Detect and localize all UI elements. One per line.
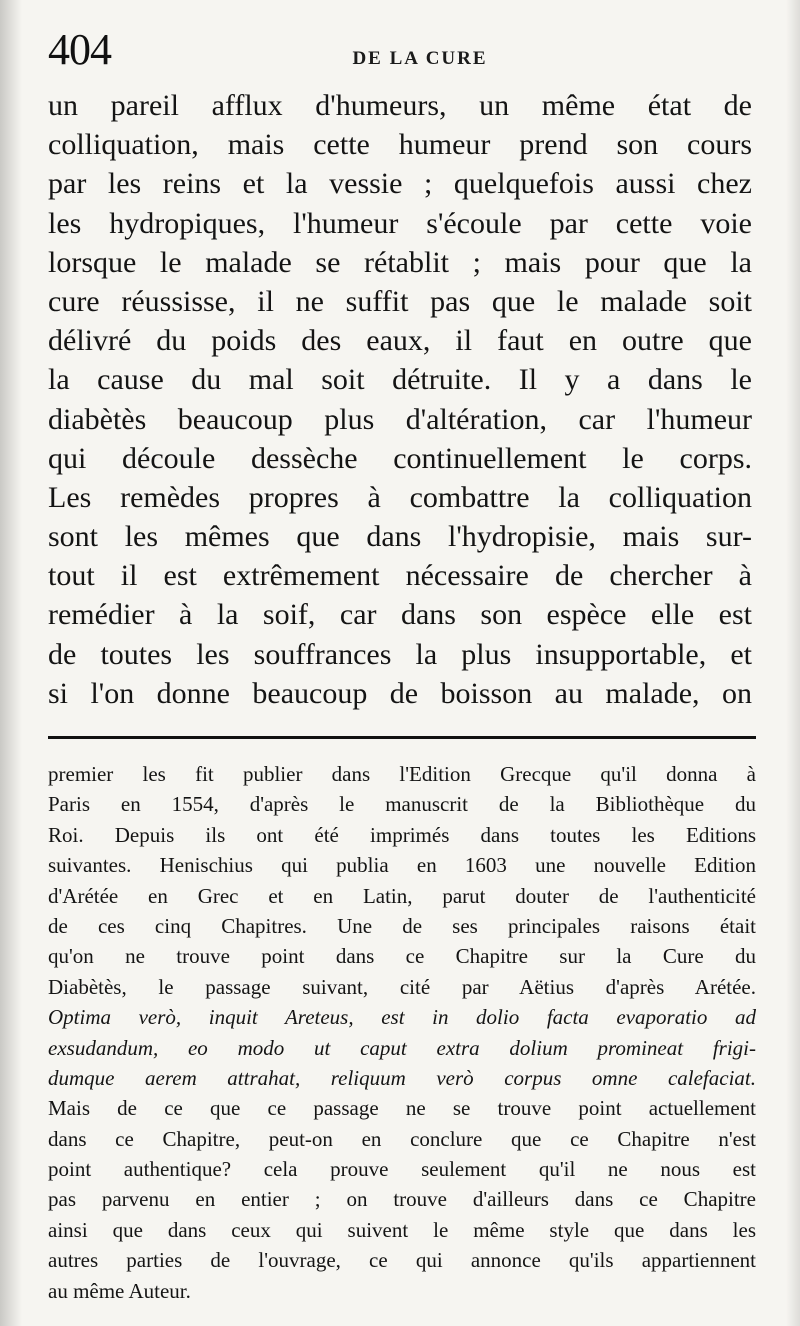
body-line: diabètès beaucoup plus d'altération, car l'humeur [48, 402, 752, 436]
running-title: DE LA CURE [352, 48, 488, 69]
body-line: délivré du poids des eaux, il faut en outre que [48, 324, 752, 358]
page-edge-shadow [0, 0, 22, 1326]
footnote-line: suivantes. Henischius qui publia en 1603 une nouvelle Edition [48, 853, 756, 878]
footnote-latin-quote-line: exsudandum, eo modo ut caput extra dolium promineat frigi- [48, 1035, 756, 1060]
footnote-line: point authentique? cela prouve seulement qu'il ne nous est [48, 1157, 756, 1182]
page-number: 404 [48, 25, 111, 74]
body-line: les hydropiques, l'humeur s'écoule par cette voie [48, 206, 752, 240]
footnote-separator-rule [48, 736, 756, 739]
footnote-line: autres parties de l'ouvrage, ce qui annonce qu'ils appartiennent [48, 1248, 756, 1273]
footnote-line: d'Arétée en Grec et en Latin, parut douter de l'authenticité [48, 883, 756, 908]
page-edge-right [786, 0, 800, 1326]
footnote-line: Diabètès, le passage suivant, cité par Aëtius d'après Arétée. [48, 974, 756, 999]
body-line: qui découle dessèche continuellement le corps. [48, 441, 752, 475]
footnote-line: au même Auteur. [48, 1278, 191, 1303]
running-head [0, 48, 800, 70]
body-line: tout il est extrêmement nécessaire de chercher à [48, 559, 752, 593]
footnote-line: Mais de ce que ce passage ne se trouve point actuellement [48, 1096, 756, 1121]
body-line: un pareil afflux d'humeurs, un même état de [48, 89, 752, 122]
footnote-line: ainsi que dans ceux qui suivent le même style que dans les [48, 1217, 756, 1242]
body-line: si l'on donne beaucoup de boisson au malade, on [48, 676, 752, 710]
footnote-line: premier les fit publier dans l'Edition Grecque qu'il donna à [48, 762, 756, 786]
footnote [48, 759, 756, 1306]
footnote-latin-quote-line: dumque aerem attrahat, reliquum verò corpus omne calefaciat. [48, 1065, 756, 1090]
body-line: de toutes les souffrances la plus insupportable, et [48, 637, 752, 671]
body-line: la cause du mal soit détruite. Il y a dans le [48, 363, 752, 397]
body-line: remédier à la soif, car dans son espèce elle est [48, 598, 752, 632]
footnote-line: qu'on ne trouve point dans ce Chapitre sur la Cure du [48, 944, 756, 969]
footnote-line: Roi. Depuis ils ont été imprimés dans toutes les Editions [48, 822, 756, 847]
main-text [48, 86, 752, 713]
body-line: lorsque le malade se rétablit ; mais pour que la [48, 245, 752, 279]
body-line: par les reins et la vessie ; quelquefois aussi chez [48, 167, 752, 201]
footnote-line: Paris en 1554, d'après le manuscrit de la Bibliothèque du [48, 792, 756, 817]
body-line: colliquation, mais cette humeur prend son cours [48, 128, 752, 162]
footnote-line: pas parvenu en entier ; on trouve d'ailleurs dans ce Chapitre [48, 1187, 756, 1212]
footnote-line: dans ce Chapitre, peut-on en conclure que ce Chapitre n'est [48, 1126, 756, 1151]
body-line: cure réussisse, il ne suffit pas que le malade soit [48, 284, 752, 318]
footnote-line: de ces cinq Chapitres. Une de ses principales raisons était [48, 913, 756, 938]
footnote-latin-quote-line: Optima verò, inquit Areteus, est in dolio facta evaporatio ad [48, 1005, 756, 1030]
body-line: sont les mêmes que dans l'hydropisie, mais sur- [48, 520, 752, 554]
body-line: Les remèdes propres à combattre la colliquation [48, 480, 752, 514]
